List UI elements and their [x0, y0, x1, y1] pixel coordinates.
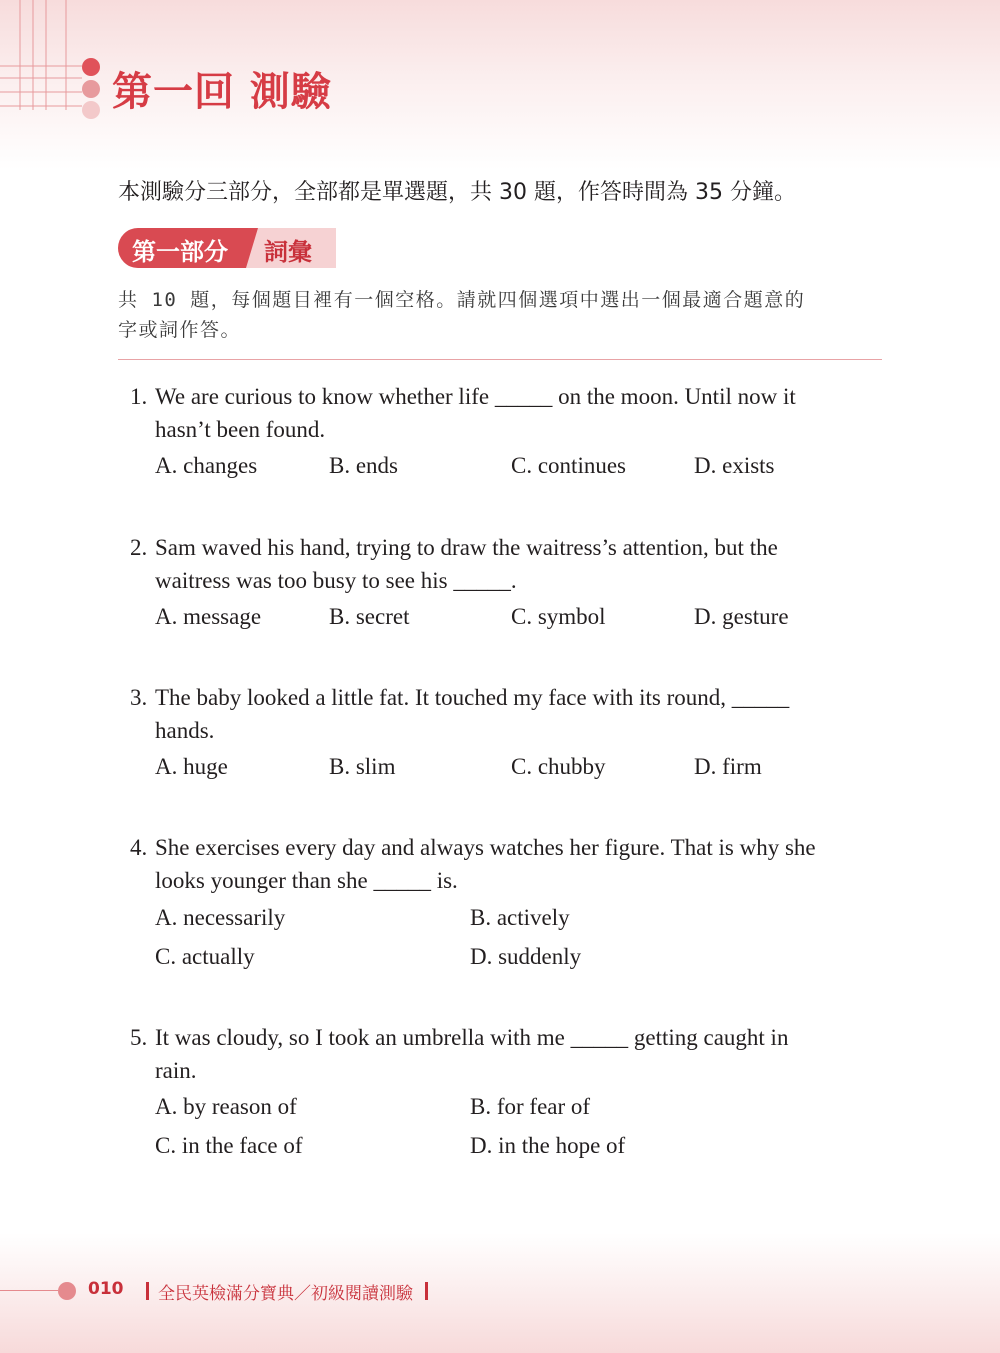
footer-bar-right [425, 1282, 428, 1300]
question-line: hasn’t been found. [155, 417, 326, 442]
option-d[interactable]: D. gesture [694, 604, 789, 629]
question-line: rain. [155, 1058, 197, 1083]
question-line: The baby looked a little fat. It touched my face with its round, _____ [155, 685, 790, 710]
footer-background [0, 1233, 1000, 1353]
question-text [130, 831, 870, 897]
dot-decoration [82, 80, 100, 98]
question-number: 5. [130, 1025, 148, 1050]
instructions-line: 字或詞作答。 [118, 319, 242, 341]
question-line: It was cloudy, so I took an umbrella with me _____ getting caught in [155, 1025, 789, 1050]
dot-decoration [82, 101, 100, 119]
test-intro: 本測驗分三部分，全部都是單選題，共 30 題，作答時間為 35 分鐘。 [118, 180, 796, 205]
footer-bar-left [146, 1282, 149, 1300]
option-b[interactable]: B. for fear of [470, 1094, 591, 1119]
option-c[interactable]: C. actually [155, 944, 255, 969]
page-title: 第一回 測驗 [112, 69, 332, 115]
option-b[interactable]: B. ends [329, 453, 398, 478]
section-instructions [118, 285, 888, 345]
question-line: hands. [155, 718, 215, 743]
option-a[interactable]: A. necessarily [155, 905, 286, 930]
question-number: 1. [130, 384, 148, 409]
option-d[interactable]: D. firm [694, 754, 762, 779]
footer-book-title: 全民英檢滿分寶典／初級閱讀測驗 [158, 1284, 413, 1304]
option-d[interactable]: D. in the hope of [470, 1133, 626, 1158]
question-text [130, 1021, 870, 1087]
option-a[interactable]: A. by reason of [155, 1094, 297, 1119]
question-text [130, 380, 870, 446]
question-line: Sam waved his hand, trying to draw the waitress’s attention, but the [155, 535, 778, 560]
option-a[interactable]: A. huge [155, 754, 228, 779]
question-line: We are curious to know whether life _____ on the moon. Until now it [155, 384, 796, 409]
footer-dot-decoration [58, 1282, 76, 1300]
question-number: 3. [130, 685, 148, 710]
option-d[interactable]: D. exists [694, 453, 775, 478]
option-c[interactable]: C. symbol [511, 604, 606, 629]
question-line: She exercises every day and always watches her figure. That is why she [155, 835, 816, 860]
question-text [130, 681, 870, 747]
option-b[interactable]: B. actively [470, 905, 570, 930]
option-c[interactable]: C. continues [511, 453, 626, 478]
option-b[interactable]: B. slim [329, 754, 396, 779]
section-divider [118, 359, 882, 360]
option-b[interactable]: B. secret [329, 604, 410, 629]
question-number: 4. [130, 835, 148, 860]
instructions-line: 共 10 題，每個題目裡有一個空格。請就四個選項中選出一個最適合題意的 [118, 289, 806, 311]
section-name-label: 詞彙 [264, 238, 312, 266]
question-line: looks younger than she _____ is. [155, 868, 458, 893]
question-text [130, 531, 870, 597]
section-part-label: 第一部分 [132, 238, 228, 266]
question-line: waitress was too busy to see his _____. [155, 568, 517, 593]
footer-rule [0, 1290, 58, 1291]
section-badge [118, 228, 336, 268]
option-c[interactable]: C. chubby [511, 754, 606, 779]
option-a[interactable]: A. message [155, 604, 262, 629]
dot-decoration [82, 58, 100, 76]
page-number: 010 [88, 1279, 124, 1299]
option-c[interactable]: C. in the face of [155, 1133, 303, 1158]
question-number: 2. [130, 535, 148, 560]
option-a[interactable]: A. changes [155, 453, 258, 478]
option-d[interactable]: D. suddenly [470, 944, 582, 969]
